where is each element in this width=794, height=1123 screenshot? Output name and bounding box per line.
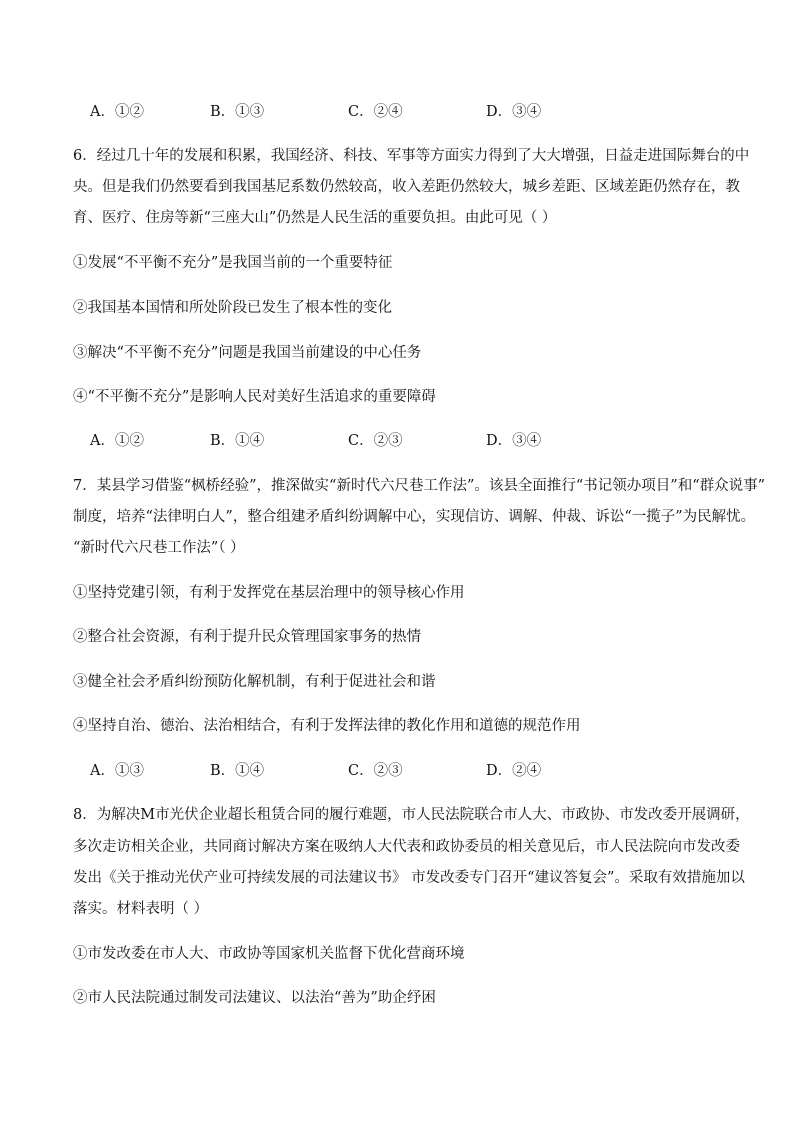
q6-choice-c[interactable]: C．②③ xyxy=(348,433,403,449)
q5-choice-c[interactable]: C．②④ xyxy=(348,104,403,120)
q6-option-3: ③解决“不平衡不充分”问题是我国当前建设的中心任务 xyxy=(73,345,422,361)
q6-choice-b[interactable]: B．①④ xyxy=(210,433,265,449)
q6-option-1: ①发展“不平衡不充分”是我国当前的一个重要特征 xyxy=(73,255,393,271)
q6-stem-line-2: 央。但是我们仍然要看到我国基尼系数仍然较高，收入差距仍然较大，城乡差距、区域差距仍然存在，教 xyxy=(73,179,740,195)
q7-choice-c[interactable]: C．②③ xyxy=(348,763,403,779)
q8-stem-line-2: 多次走访相关企业，共同商讨解决方案在吸纳人大代表和政协委员的相关意见后，市人民法院向市发改委 xyxy=(73,839,740,855)
q6-stem-line-3: 育、医疗、住房等新“三座大山”仍然是人民生活的重要负担。由此可见（ ） xyxy=(73,210,557,226)
q5-choice-b[interactable]: B．①③ xyxy=(210,104,265,120)
q8-option-1: ①市发改委在市人大、市政协等国家机关监督下优化营商环境 xyxy=(73,946,465,962)
q6-choice-a[interactable]: A．①② xyxy=(90,433,144,449)
q8-option-2: ②市人民法院通过制发司法建议、以法治“善为”助企纾困 xyxy=(73,990,436,1006)
q7-option-3: ③健全社会矛盾纠纷预防化解机制，有利于促进社会和谐 xyxy=(73,674,436,690)
q7-choice-a[interactable]: A．①③ xyxy=(90,763,144,779)
q8-stem-line-4: 落实。材料表明（ ） xyxy=(73,901,209,917)
q6-stem-line-1: 6．经过几十年的发展和积累，我国经济、科技、军事等方面实力得到了大大增强，日益走进国际舞台的中 xyxy=(73,148,750,164)
q5-choice-d[interactable]: D．③④ xyxy=(486,104,542,120)
q8-stem-line-1: 8．为解决M市光伏企业超长租赁合同的履行难题，市人民法院联合市人大、市政协、市发改委开展调研， xyxy=(73,807,750,823)
q6-choice-d[interactable]: D．③④ xyxy=(486,433,542,449)
q8-stem-line-3: 发出《关于推动光伏产业可持续发展的司法建议书》 市发改委专门召开“建议答复会”。采取有效措施加以 xyxy=(73,870,745,886)
q7-stem-line-1: 7．某县学习借鉴“枫桥经验”，推深做实“新时代六尺巷工作法”。该县全面推行“书记领办项目”和“群众说事” xyxy=(73,478,766,494)
q7-option-2: ②整合社会资源，有利于提升民众管理国家事务的热情 xyxy=(73,629,421,645)
q7-choice-b[interactable]: B．①④ xyxy=(210,763,265,779)
q6-option-4: ④“不平衡不充分”是影响人民对美好生活追求的重要障碍 xyxy=(73,389,436,405)
q7-choice-d[interactable]: D．②④ xyxy=(486,763,542,779)
q7-option-4: ④坚持自治、德治、法治相结合，有利于发挥法律的教化作用和道德的规范作用 xyxy=(73,718,581,734)
q6-option-2: ②我国基本国情和所处阶段已发生了根本性的变化 xyxy=(73,300,392,316)
q7-stem-line-2: 制度，培养“法律明白人”，整合组建矛盾纠纷调解中心，实现信访、调解、仲裁、诉讼“一揽子”为民解忧。 xyxy=(73,509,756,525)
q7-stem-line-3: “新时代六尺巷工作法”（ ） xyxy=(73,540,245,556)
q5-choice-a[interactable]: A．①② xyxy=(90,104,144,120)
q7-option-1: ①坚持党建引领，有利于发挥党在基层治理中的领导核心作用 xyxy=(73,585,465,601)
